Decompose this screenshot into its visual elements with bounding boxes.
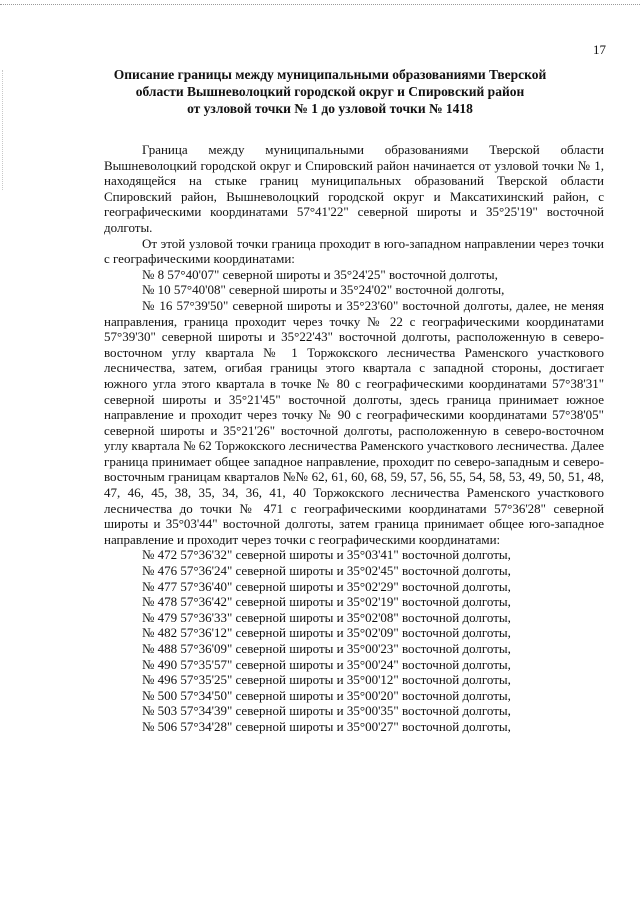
scan-margin-artifact [2, 70, 4, 190]
document-body [104, 142, 604, 735]
title-line-2: области Вышневолоцкий городской округ и Спировский район [135, 84, 525, 99]
coordinate-item: № 506 57°34'28" северной широты и 35°00'27" восточной долготы, [142, 718, 511, 734]
coordinate-item: № 8 57°40'07" северной широты и 35°24'25" восточной долготы, [142, 266, 498, 282]
coordinate-item: № 477 57°36'40" северной широты и 35°02'29" восточной долготы, [142, 578, 511, 594]
coordinate-item: № 10 57°40'08" северной широты и 35°24'02" восточной долготы, [142, 282, 505, 298]
paragraph-direction: От этой узловой точки граница проходит в юго-западном направлении через точки с географическими координатами: [104, 235, 604, 267]
coordinate-item: № 472 57°36'32" северной широты и 35°03'41" восточной долготы, [142, 547, 511, 563]
title-line-3: от узловой точки № 1 до узловой точки № 1418 [187, 101, 473, 116]
coordinate-item: № 496 57°35'25" северной широты и 35°00'12" восточной долготы, [142, 672, 511, 688]
coordinate-list-b [104, 547, 604, 734]
coordinate-item: № 488 57°36'09" северной широты и 35°00'23" восточной долготы, [142, 641, 511, 656]
coordinate-item: № 479 57°36'33" северной широты и 35°02'08" восточной долготы, [142, 609, 511, 625]
coordinate-item: № 490 57°35'57" северной широты и 35°00'24" восточной долготы, [142, 656, 511, 672]
scan-edge-artifact [0, 4, 640, 6]
coordinate-item: № 476 57°36'24" северной широты и 35°02'45" восточной долготы, [142, 563, 511, 579]
coordinate-list-a [104, 267, 604, 298]
coordinate-item: № 478 57°36'42" северной широты и 35°02'19" восточной долготы, [142, 594, 511, 610]
page-number: 17 [593, 42, 606, 57]
coordinate-item: № 500 57°34'50" северной широты и 35°00'20" восточной долготы, [142, 687, 511, 703]
coordinate-item: № 503 57°34'39" северной широты и 35°00'35" восточной долготы, [142, 703, 511, 719]
document-title [60, 66, 600, 117]
paragraph-route: № 16 57°39'50" северной широты и 35°23'60" восточной долготы, далее, не меняя направления, граница проходит через точку № 22 с географическими координатами 57°39'30" северной широты и 35°22'43" восточной долготы, расположенную в северо-восточном углу квартала № 1 Торжокского лесничества Раменского участкового лесничества, затем, огибая границы этого квартала с западной стороны, достигает южного угла этого квартала в точке № 80 с географическими координатами 57°38'31" северной широты и 35°21'45" восточной долготы, здесь граница принимает южное направление и проходит через точку № 90 с географическими координатами 57°38'05" северной широты и 35°21'26" восточной долготы, расположенную в северо-восточном углу квартала № 62 Торжокского лесничества Раменского участкового лесничества. Далее граница принимает общее западное направление, проходит по северо-западным и северо-восточным границам кварталов №№ 62, 61, 60, 68, 59, 57, 56, 55, 54, 58, 53, 49, 50, 51, 48, 47, 46, 45, 38, 35, 34, 36, 41, 40 Торжокского лесничества Раменского участкового лесничества до точки № 471 с географическими координатами 57°36'28" северной широты и 35°03'44" восточной долготы, затем граница принимает общее юго-западное направление и проходит через точки с географическими координатами: [104, 297, 604, 547]
coordinate-item: № 482 57°36'12" северной широты и 35°02'09" восточной долготы, [142, 625, 511, 641]
title-line-1: Описание границы между муниципальными образованиями Тверской [113, 67, 547, 82]
paragraph-intro: Граница между муниципальными образованиями Тверской области Вышневолоцкий городской округ и Спировский район начинается от узловой точки № 1, находящейся на стыке границ муниципальных образований Тверской области Спировский район, Вышневолоцкий городской округ и Максатихинский район, с географическими координатами 57°41'22" северной широты и 35°25'19" восточной долготы. [104, 142, 604, 235]
